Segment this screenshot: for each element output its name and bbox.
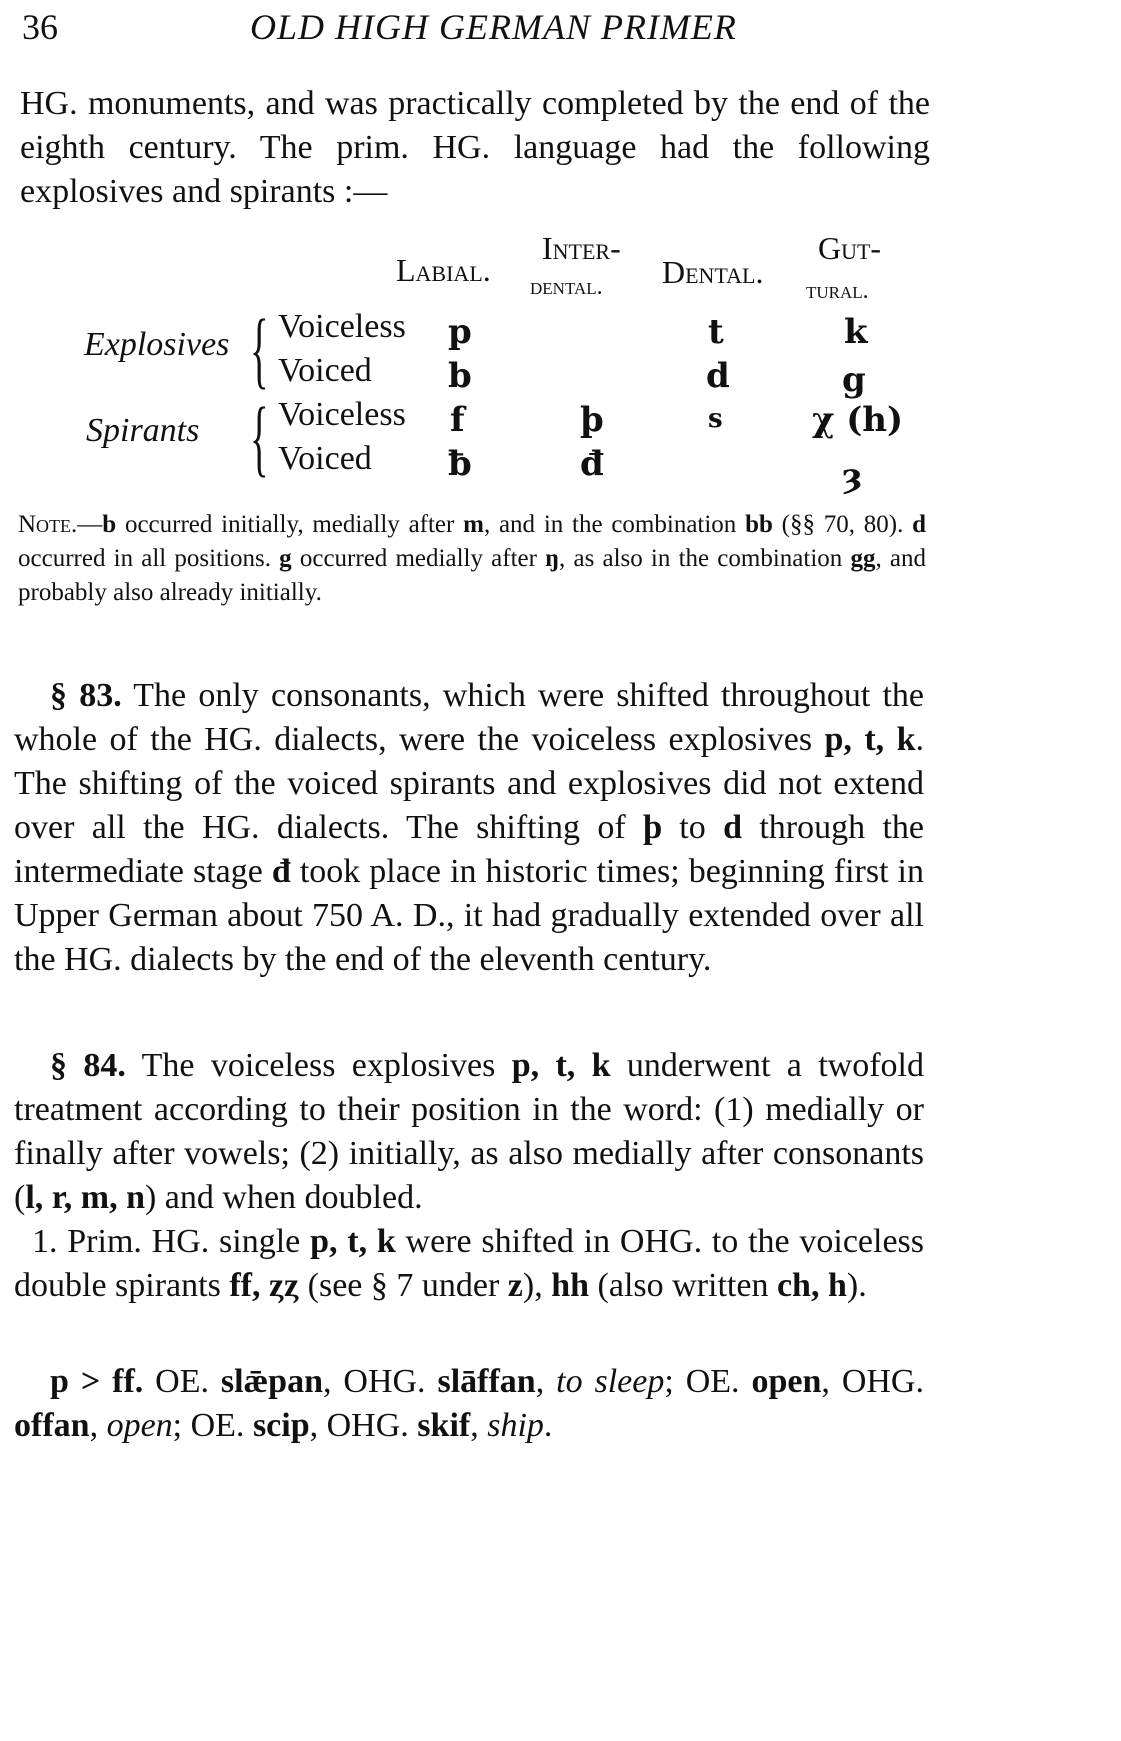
running-title: OLD HIGH GERMAN PRIMER: [250, 7, 737, 47]
cell-spi-voiceless-labial: f: [450, 400, 465, 440]
body-text: (also written: [589, 1267, 777, 1304]
cell-exp-voiced-labial: b: [448, 356, 472, 396]
note-symbol: b: [102, 511, 117, 538]
body-text: ),: [522, 1267, 552, 1304]
symbol-text: p, t, k: [824, 721, 916, 758]
body-text: ,: [470, 1407, 488, 1444]
body-text: ; OE.: [172, 1407, 253, 1444]
brace-spirants: {: [250, 389, 269, 485]
symbol-text: skif: [417, 1407, 471, 1444]
cell-exp-voiceless-guttural: k: [844, 312, 868, 352]
group-explosives: Explosives: [84, 326, 230, 363]
note-symbol: d: [912, 511, 926, 538]
symbol-text: d: [723, 809, 743, 846]
body-text: , OHG.: [821, 1363, 924, 1400]
body-text: . The shifting of the voiced spirants and explosives did not extend over all the HG. dialects. The shifting of: [14, 721, 924, 846]
body-text: OE.: [143, 1363, 221, 1400]
note-text: occurred initially, medially after: [116, 511, 464, 538]
col-labial: Labial.: [396, 252, 491, 288]
item-1-paragraph: [14, 1220, 924, 1308]
symbol-text: scip: [252, 1407, 310, 1444]
body-text: , OHG.: [322, 1363, 438, 1400]
cell-spi-voiced-interdental: đ: [580, 444, 604, 484]
body-text: The only consonants, which were shifted throughout the whole of the HG. dialects, were the voiceless explosives: [14, 677, 924, 758]
cell-spi-voiceless-interdental: þ: [580, 400, 604, 440]
body-text: The voiceless explosives: [125, 1047, 512, 1084]
body-text: 1. Prim. HG. single: [32, 1223, 311, 1260]
section-number: § 83.: [50, 677, 122, 714]
col-guttural-a: Gut-: [818, 230, 882, 266]
section-84-paragraph: [14, 1044, 924, 1220]
note-symbol: g: [279, 545, 292, 572]
brace-explosives: {: [250, 301, 269, 397]
intro-paragraph: HG. monuments, and was practically completed by the end of the eighth century. The prim. HG. language had the following explosives and spirants :—: [20, 85, 930, 210]
body-text: ) and when doubled.: [144, 1179, 423, 1216]
col-guttural-b: tural.: [806, 278, 869, 304]
note-symbol: m: [463, 511, 484, 538]
symbol-text: p, t, k: [310, 1223, 396, 1260]
note-text: , and probably also already initially.: [18, 545, 927, 606]
body-text: ,: [89, 1407, 107, 1444]
row-label-exp-voiceless: Voiceless: [278, 308, 406, 345]
body-text: , OHG.: [309, 1407, 418, 1444]
symbol-text: open: [751, 1363, 822, 1400]
symbol-text: z: [507, 1267, 523, 1304]
symbol-text: ff, ȥȥ: [229, 1267, 300, 1304]
note-text: occurred medially after: [291, 545, 546, 572]
cell-exp-voiceless-labial: p: [448, 312, 472, 352]
consonant-table: [0, 0, 1121, 500]
symbol-text: þ: [643, 809, 662, 846]
cell-exp-voiceless-dental: t: [708, 312, 724, 352]
note-text: , and in the combination: [483, 511, 746, 538]
symbol-text: ch, h: [776, 1267, 847, 1304]
body-text: (see § 7 under: [299, 1267, 508, 1304]
cell-exp-voiced-guttural: g: [842, 360, 866, 400]
body-text: ,: [535, 1363, 557, 1400]
section-83-paragraph: [14, 674, 924, 982]
note-symbol: gg: [850, 545, 876, 572]
row-label-spi-voiced: Voiced: [278, 440, 372, 477]
cell-spi-voiceless-dental: s: [708, 404, 723, 434]
symbol-text: đ: [271, 853, 291, 890]
group-spirants: Spirants: [86, 412, 200, 449]
page-number: 36: [22, 7, 58, 47]
body-text: ).: [846, 1267, 867, 1304]
col-interdental-b: dental.: [530, 274, 603, 300]
note-text: occurred in all positions.: [18, 545, 280, 572]
note-symbol: bb: [745, 511, 773, 538]
note-paragraph: [18, 508, 926, 610]
body-text: ; OE.: [664, 1363, 752, 1400]
symbol-text: slǣpan: [220, 1363, 323, 1400]
body-text: took place in historic times; beginning first in Upper German about 750 A. D., it had gradually extended over all the HG. dialects by the end of the eleventh century.: [14, 853, 924, 978]
cell-spi-voiced-guttural: ȝ: [842, 456, 863, 496]
body-text: to: [661, 809, 724, 846]
note-text: —: [77, 511, 103, 538]
section-number: § 84.: [50, 1047, 126, 1084]
symbol-text: offan: [14, 1407, 90, 1444]
row-label-spi-voiceless: Voiceless: [278, 396, 406, 433]
cell-spi-voiced-labial: ƀ: [448, 444, 472, 484]
symbol-text: slāffan: [437, 1363, 536, 1400]
note-symbol: ŋ: [545, 545, 560, 572]
body-text: underwent a twofold treatment according to their position in the word: (1) medially or finally after vowels; (2) initially, as also medially after consonants (: [14, 1047, 924, 1216]
gloss-text: ship: [487, 1407, 544, 1444]
gloss-text: to sleep: [556, 1363, 665, 1400]
col-dental: Dental.: [662, 254, 764, 290]
cell-spi-voiceless-guttural: χ (h): [812, 400, 904, 440]
body-text: through the intermediate stage: [14, 809, 924, 890]
note-text: , as also in the combination: [559, 545, 851, 572]
col-interdental-a: Inter-: [542, 230, 621, 266]
cell-exp-voiced-dental: d: [706, 356, 730, 396]
gloss-text: open: [106, 1407, 173, 1444]
symbol-text: l, r, m, n: [25, 1179, 145, 1216]
row-label-exp-voiced: Voiced: [278, 352, 372, 389]
symbol-text: p, t, k: [511, 1047, 611, 1084]
note-lead: Note.: [18, 511, 78, 538]
body-text: were shifted in OHG. to the voiceless double spirants: [14, 1223, 925, 1304]
body-text: .: [543, 1407, 553, 1444]
examples-paragraph: [14, 1360, 924, 1448]
note-text: (§§ 70, 80).: [772, 511, 913, 538]
symbol-text: p > ff.: [50, 1363, 144, 1400]
symbol-text: hh: [551, 1267, 590, 1304]
